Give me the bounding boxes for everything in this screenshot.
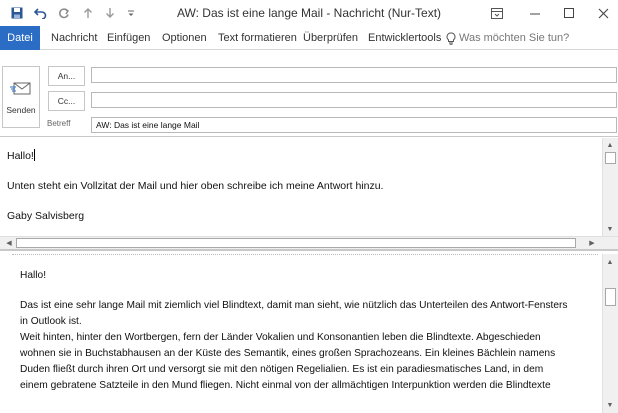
window-title: AW: Das ist eine lange Mail - Nachricht (Nur-Text) — [176, 6, 442, 20]
tab-message[interactable]: Nachricht — [51, 32, 98, 44]
reply-vertical-scrollbar[interactable] — [602, 138, 618, 237]
quoted-greeting: Hallo! — [20, 270, 47, 281]
quoted-line: Weit hinten, hinter den Wortbergen, fern der Länder Vokalien und Konsonantien leben die Blindtexte. Abgeschieden — [20, 332, 541, 343]
quoted-line: wohnen sie in Buchstabhausen an der Küste des Semantik, eines großen Sprachozeans. Ein kleines Bächlein namens — [20, 348, 556, 359]
send-label: Senden — [6, 104, 36, 115]
quoted-line: Das ist eine sehr lange Mail mit ziemlich viel Blindtext, damit man sieht, wie nützlich das Unterteilen des Antwort-Fensters — [20, 300, 568, 311]
quoted-vertical-scrollbar[interactable] — [602, 254, 618, 413]
title-bar — [0, 0, 618, 26]
text-caret — [34, 149, 35, 161]
reply-horizontal-scrollbar[interactable] — [0, 236, 618, 249]
undo-icon[interactable] — [31, 4, 49, 22]
scroll-down-icon[interactable]: ▼ — [606, 225, 614, 233]
quoted-line: einem gebratene Satzteile in den Mund fliegen. Nicht einmal von der allmächtigen Interpunktion werden die Blindtexte — [20, 380, 551, 391]
tab-file[interactable]: Datei — [0, 26, 40, 50]
redo-icon[interactable] — [55, 4, 73, 22]
tab-insert[interactable]: Einfügen — [107, 32, 151, 44]
subject-label: Betreff — [47, 119, 71, 128]
scroll-up-icon[interactable]: ▲ — [606, 141, 614, 149]
to-button[interactable]: An... — [48, 66, 85, 86]
reply-greeting: Hallo! — [7, 150, 34, 162]
cc-field[interactable] — [91, 92, 617, 108]
lightbulb-icon — [446, 32, 456, 45]
arrow-down-icon[interactable] — [101, 4, 119, 22]
minimize-icon[interactable] — [520, 2, 550, 24]
subject-field[interactable]: AW: Das ist eine lange Mail — [91, 117, 617, 133]
quoted-message-pane[interactable] — [0, 254, 618, 413]
reply-line: Unten steht ein Vollzitat der Mail und hier oben schreibe ich meine Antwort hinzu. — [7, 180, 384, 192]
send-button[interactable] — [2, 66, 40, 128]
customize-toolbar-icon[interactable] — [122, 4, 140, 22]
reply-body-text[interactable] — [7, 149, 597, 239]
to-field[interactable] — [91, 67, 617, 83]
maximize-icon[interactable] — [554, 2, 584, 24]
quoted-message-text[interactable] — [20, 268, 586, 394]
quoted-line: Duden fließt durch ihren Ort und versorgt sie mit den nötigen Regelialien. Es ist ein paradiesmatisches Land, in dem — [20, 364, 544, 375]
split-divider[interactable] — [12, 254, 598, 255]
ribbon-tab-bar — [0, 26, 618, 50]
cc-button[interactable]: Cc... — [48, 91, 85, 111]
tab-developer[interactable]: Entwicklertools — [368, 32, 442, 44]
quoted-scroll-thumb[interactable] — [605, 288, 616, 306]
ribbon-display-options-icon[interactable] — [482, 2, 512, 24]
tell-me-search[interactable] — [446, 26, 569, 50]
scroll-right-icon[interactable]: ▶ — [589, 240, 595, 247]
save-icon[interactable] — [8, 4, 26, 22]
tell-me-label: Was möchten Sie tun? — [459, 32, 570, 44]
tab-options[interactable]: Optionen — [162, 32, 207, 44]
arrow-up-icon[interactable] — [79, 4, 97, 22]
tab-review[interactable]: Überprüfen — [303, 32, 359, 44]
quoted-line: in Outlook ist. — [20, 316, 82, 327]
send-icon — [10, 80, 32, 99]
scroll-down-icon[interactable]: ▼ — [606, 401, 614, 409]
tab-format-text[interactable]: Text formatieren — [218, 32, 297, 44]
scroll-up-icon[interactable]: ▲ — [606, 258, 614, 266]
close-icon[interactable] — [588, 2, 618, 24]
message-header — [0, 51, 618, 137]
reply-signature: Gaby Salvisberg — [7, 210, 85, 222]
reply-hscroll-thumb[interactable] — [16, 238, 576, 248]
scroll-left-icon[interactable]: ◀ — [6, 240, 12, 247]
reply-body-pane[interactable] — [0, 138, 618, 251]
reply-scroll-thumb[interactable] — [605, 152, 616, 164]
